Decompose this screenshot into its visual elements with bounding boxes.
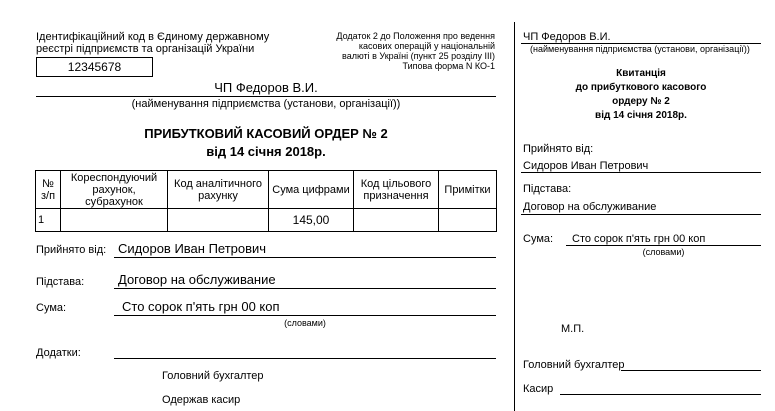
id-code-label: Ідентифікаційний код в Єдиному державному реєстрі підприємств та організацій України: [36, 31, 270, 55]
sum-words-value: Сто сорок п'ять грн 00 коп: [122, 299, 280, 314]
receipt-received-from-underline: [521, 172, 761, 173]
receipt-basis-value: Договор на обслуживание: [523, 201, 657, 213]
receipt-received-from-label: Прийнято від:: [523, 143, 594, 155]
receipt-company-caption: (найменування підприємства (установи, організації)): [530, 44, 750, 54]
col-header-analytic: Код аналітичного рахунку: [168, 171, 269, 209]
company-name: ЧП Федоров В.И.: [214, 80, 318, 95]
cell-purpose: [354, 209, 439, 232]
basis-underline: [114, 288, 496, 289]
receipt-title: Квитанція до прибуткового касового ордеру № 2 від 14 січня 2018р.: [575, 68, 707, 121]
receipt-basis-label: Підстава:: [523, 183, 572, 195]
receipt-sum-words-caption: (словами): [642, 247, 685, 257]
cell-sum: 145,00: [269, 209, 354, 232]
col-header-number: № з/п: [36, 171, 61, 209]
cell-number: 1: [36, 209, 61, 232]
received-from-label: Прийнято від:: [36, 244, 107, 256]
sum-label: Сума:: [36, 302, 67, 314]
tear-off-separator: [514, 22, 515, 411]
receipt-cashier-underline: [560, 394, 761, 395]
receipt-sum-words-value: Сто сорок п'ять грн 00 коп: [572, 233, 706, 245]
cell-notes: [439, 209, 497, 232]
receipt-sum-label: Сума:: [523, 233, 554, 245]
sum-words-caption: (словами): [284, 318, 326, 328]
order-date: від 14 січня 2018р.: [206, 144, 326, 159]
company-underline: [36, 96, 496, 97]
col-header-sum: Сума цифрами: [269, 171, 354, 209]
col-header-purpose: Код цільового призначення: [354, 171, 439, 209]
receipt-chief-accountant-label: Головний бухгалтер: [523, 359, 625, 371]
receipt-cashier-label: Касир: [523, 383, 554, 395]
basis-value: Договор на обслуживание: [118, 272, 276, 287]
receipt-received-from-value: Сидоров Иван Петрович: [523, 160, 649, 172]
received-from-value: Сидоров Иван Петрович: [118, 241, 267, 256]
received-from-underline: [114, 257, 496, 258]
table-header-row: [36, 171, 497, 209]
chief-accountant-label: Головний бухгалтер: [162, 370, 264, 382]
id-code-box: 12345678: [36, 57, 153, 77]
appendix-note: Додаток 2 до Положення про ведення касових операцій у національній валюті в Україні (пункт 25 розділу III) Типова форма N КО-1: [336, 31, 495, 71]
cell-account: [61, 209, 168, 232]
basis-label: Підстава:: [36, 276, 85, 288]
col-header-notes: Примітки: [439, 171, 497, 209]
company-caption: (найменування підприємства (установи, організації)): [131, 98, 401, 110]
receipt-company-name: ЧП Федоров В.И.: [523, 31, 611, 43]
order-table: [35, 170, 497, 232]
sum-underline: [114, 315, 496, 316]
cell-analytic: [168, 209, 269, 232]
attachments-label: Додатки:: [36, 347, 81, 359]
table-row: [36, 209, 497, 232]
col-header-account: Кореспондуючий рахунок, субрахунок: [61, 171, 168, 209]
stamp-placeholder: М.П.: [561, 323, 585, 335]
attachments-underline: [114, 358, 496, 359]
order-title: ПРИБУТКОВИЙ КАСОВИЙ ОРДЕР № 2: [144, 126, 388, 141]
receipt-basis-underline: [521, 214, 761, 215]
receipt-chief-accountant-underline: [621, 370, 761, 371]
cashier-received-label: Одержав касир: [162, 394, 241, 406]
receipt-sum-underline: [566, 245, 761, 246]
